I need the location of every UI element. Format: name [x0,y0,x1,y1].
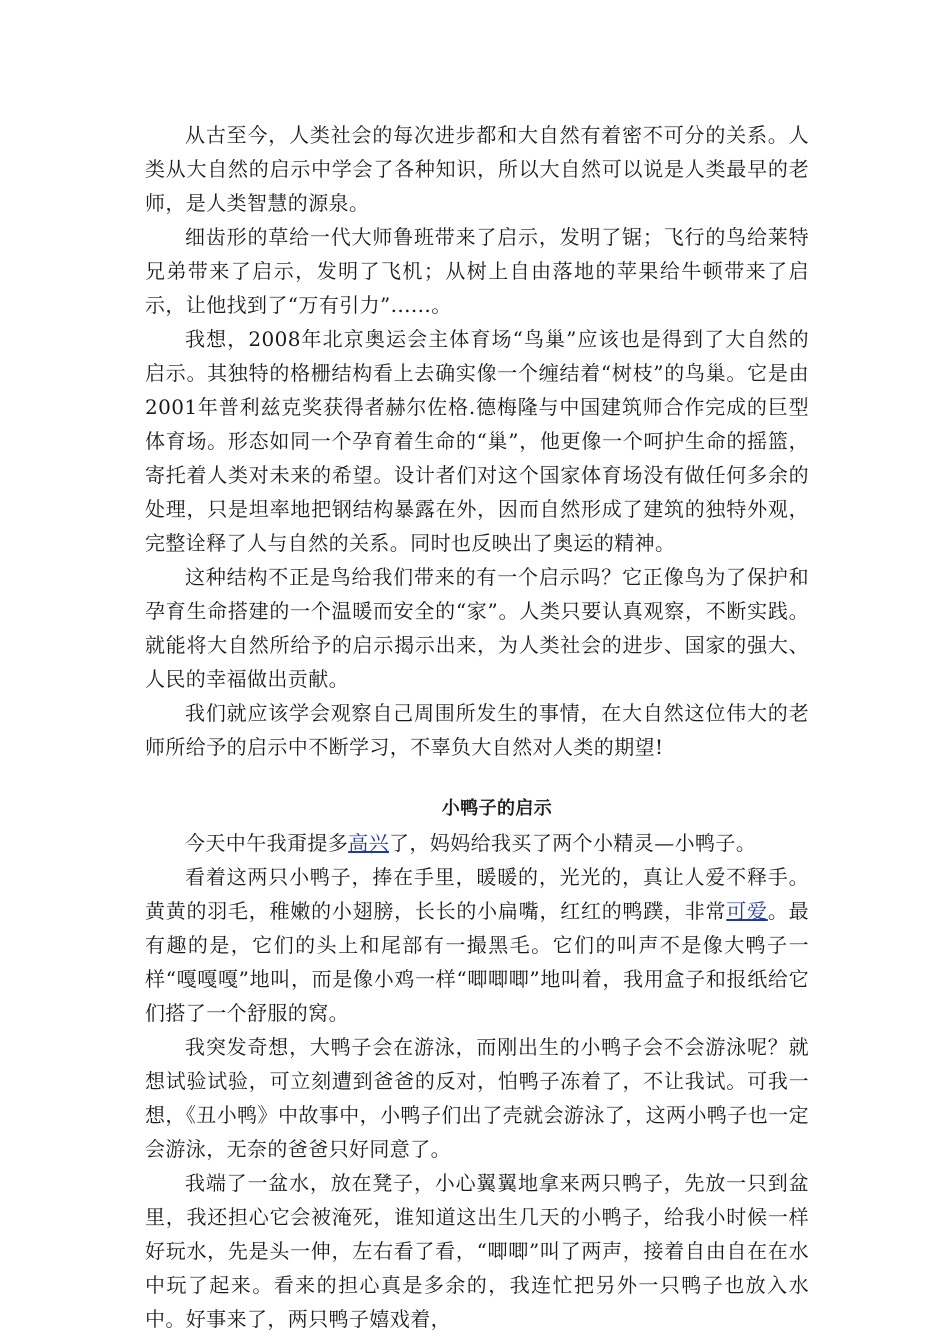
essay2-p1-text-after: 了，妈妈给我买了两个小精灵—小鸭子。 [389,831,757,855]
essay2-title: 小鸭子的启示 [441,798,553,819]
essay2-p2-text-after: 。最有趣的是，它们的头上和尾部有一撮黑毛。它们的叫声不是像大鸭子一样“嘎嘎嘎”地叫，而是像小鸡一样“唧唧唧”地叫着，我用盒子和报纸给它们搭了一个舒服的窝。 [145,899,809,1025]
essay2-p2-text-before: 看着这两只小鸭子，捧在手里，暖暖的，光光的，真让人爱不释手。黄黄的羽毛，稚嫩的小翅膀，长长的小扁嘴，红红的鸭蹼，非常 [145,865,809,923]
document-page [145,118,809,1336]
section-spacer [145,764,809,792]
gaoxing-link[interactable]: 高兴 [348,831,390,855]
essay2-paragraph-4: 我端了一盆水，放在凳子，小心翼翼地拿来两只鸭子，先放一只到盆里，我还担心它会被淹死，谁知道这出生几天的小鸭子，给我小时候一样好玩水，先是头一伸，左右看了看，“唧唧”叫了两声，接着自由自在在水中玩了起来。看来的担心真是多余的，我连忙把另外一只鸭子也放入水中。好事来了，两只鸭子嬉戏着， [145,1171,809,1331]
essay1-paragraph-1: 从古至今，人类社会的每次进步都和大自然有着密不可分的关系。人类从大自然的启示中学会了各种知识，所以大自然可以说是人类最早的老师，是人类智慧的源泉。 [145,123,809,215]
essay2-paragraph-2 [145,860,809,1030]
essay1-paragraph-2: 细齿形的草给一代大师鲁班带来了启示，发明了锯；飞行的鸟给莱特兄弟带来了启示，发明了飞机；从树上自由落地的苹果给牛顿带来了启示，让他找到了“万有引力”......。 [145,225,809,317]
essay2-paragraph-3: 我突发奇想，大鸭子会在游泳，而刚出生的小鸭子会不会游泳呢？就想试验试验，可立刻遭到爸爸的反对，怕鸭子冻着了，不让我试。可我一想，《丑小鸭》中故事中，小鸭子们出了壳就会游泳了，这两小鸭子也一定会游泳，无奈的爸爸只好同意了。 [145,1035,809,1161]
essay2-paragraph-1 [145,826,809,860]
essay2-p1-text-before: 今天中午我甭提多 [185,831,349,855]
essay1-paragraph-4: 这种结构不正是鸟给我们带来的有一个启示吗？它正像鸟为了保护和孕育生命搭建的一个温暖而安全的“家”。人类只要认真观察，不断实践。就能将大自然所给予的启示揭示出来，为人类社会的进步、国家的强大、人民的幸福做出贡献。 [145,565,809,691]
keai-link[interactable]: 可爱 [726,899,768,923]
essay1-paragraph-3: 我想，2008年北京奥运会主体育场“鸟巢”应该也是得到了大自然的启示。其独特的格栅结构看上去确实像一个缠结着“树枝”的鸟巢。它是由2001年普利兹克奖获得者赫尔佐格.德梅隆与中国建筑师合作完成的巨型体育场。形态如同一个孕育着生命的“巢”，他更像一个呵护生命的摇篮，寄托着人类对未来的希望。设计者们对这个国家体育场没有做任何多余的处理，只是坦率地把钢结构暴露在外，因而自然形成了建筑的独特外观，完整诠释了人与自然的关系。同时也反映出了奥运的精神。 [145,327,809,555]
essay1-paragraph-5: 我们就应该学会观察自己周围所发生的事情，在大自然这位伟大的老师所给予的启示中不断学习，不辜负大自然对人类的期望! [145,701,809,759]
